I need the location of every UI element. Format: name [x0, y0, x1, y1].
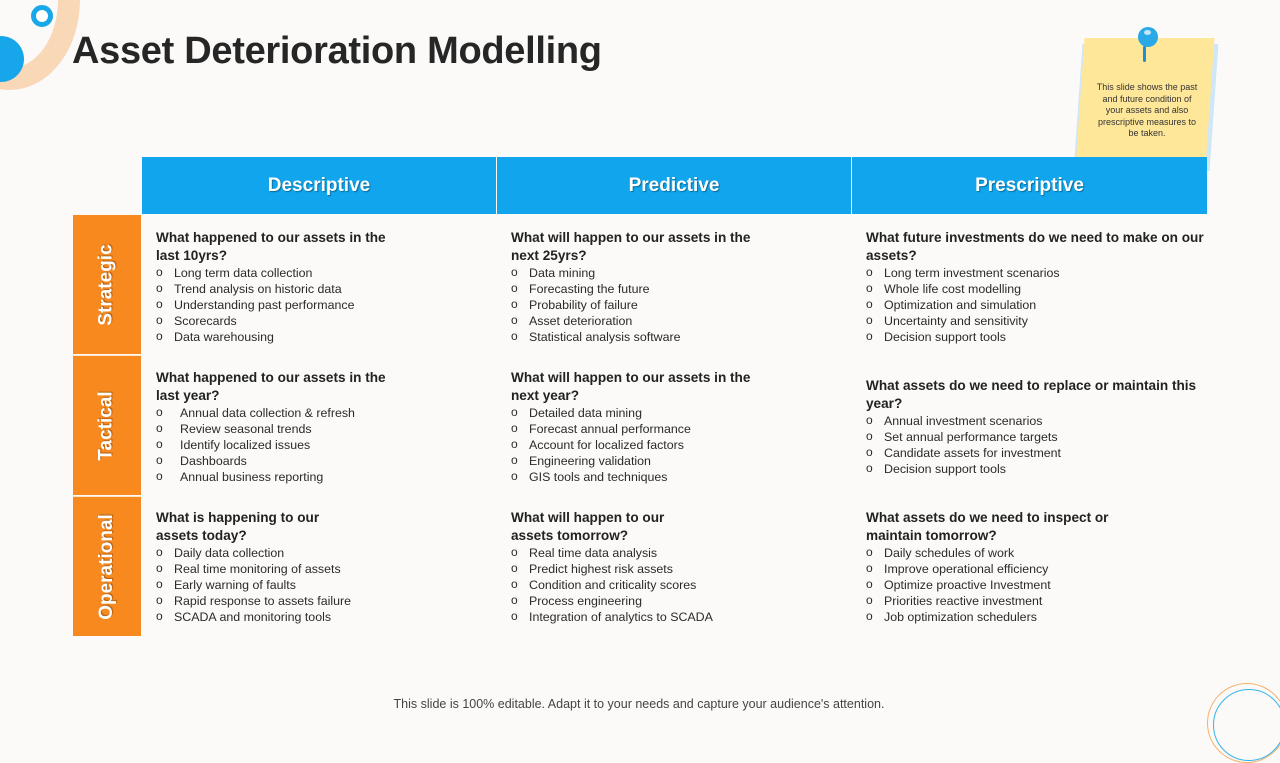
- list-item: o Integration of analytics to SCADA: [511, 609, 713, 625]
- note-text: This slide shows the past and future condition of your assets and also prescriptive measures to be taken.: [1096, 82, 1198, 138]
- list-item: o Trend analysis on historic data: [156, 281, 386, 297]
- list-item: o Long term investment scenarios: [866, 265, 1204, 281]
- column-header-predictive: Predictive: [497, 157, 851, 214]
- list-item: o Forecast annual performance: [511, 421, 750, 437]
- list-item: o Long term data collection: [156, 265, 386, 281]
- list-item: o Account for localized factors: [511, 437, 750, 453]
- list-item: o Understanding past performance: [156, 297, 386, 313]
- list-item: o SCADA and monitoring tools: [156, 609, 351, 625]
- cell-operational-descriptive: [156, 509, 351, 625]
- cell-question: What assets do we need to inspect or maintain tomorrow?: [866, 510, 1109, 543]
- decorative-ring: [31, 5, 53, 27]
- list-item: o Real time data analysis: [511, 545, 713, 561]
- cell-question: What will happen to our assets in the next 25yrs?: [511, 230, 751, 263]
- column-header-prescriptive: Prescriptive: [852, 157, 1207, 214]
- cell-operational-predictive: [511, 509, 713, 625]
- list-item: o GIS tools and techniques: [511, 469, 750, 485]
- cell-strategic-descriptive: [156, 229, 386, 345]
- list-item: o Identify localized issues: [156, 437, 386, 453]
- list-item: o Forecasting the future: [511, 281, 750, 297]
- list-item: o Real time monitoring of assets: [156, 561, 351, 577]
- list-item: o Priorities reactive investment: [866, 593, 1108, 609]
- cell-question: What happened to our assets in the last year?: [156, 370, 386, 403]
- list-item: o Optimization and simulation: [866, 297, 1204, 313]
- cell-question: What assets do we need to replace or maintain this year?: [866, 378, 1197, 411]
- list-item: o Condition and criticality scores: [511, 577, 713, 593]
- row-label-strategic: Strategic: [73, 215, 141, 354]
- page-title: Asset Deterioration Modelling: [72, 30, 602, 72]
- list-item: o Early warning of faults: [156, 577, 351, 593]
- list-item: o Annual business reporting: [156, 469, 386, 485]
- footer-text: This slide is 100% editable. Adapt it to your needs and capture your audience's attention.: [393, 697, 885, 711]
- row-label-tactical: Tactical: [73, 356, 141, 495]
- list-item: o Annual investment scenarios: [866, 413, 1196, 429]
- sticky-note: [1072, 36, 1217, 172]
- list-item: o Dashboards: [156, 453, 386, 469]
- list-item: o Decision support tools: [866, 461, 1196, 477]
- cell-strategic-prescriptive: [866, 229, 1204, 345]
- cell-tactical-prescriptive: [866, 377, 1196, 477]
- list-item: o Job optimization schedulers: [866, 609, 1108, 625]
- cell-question: What is happening to our assets today?: [156, 510, 320, 543]
- row-label-operational: Operational: [73, 497, 141, 636]
- cell-question: What will happen to our assets in the next year?: [511, 370, 751, 403]
- list-item: o Daily schedules of work: [866, 545, 1108, 561]
- cell-question: What happened to our assets in the last 10yrs?: [156, 230, 386, 263]
- list-item: o Uncertainty and sensitivity: [866, 313, 1204, 329]
- list-item: o Predict highest risk assets: [511, 561, 713, 577]
- cell-strategic-predictive: [511, 229, 750, 345]
- list-item: o Improve operational efficiency: [866, 561, 1108, 577]
- list-item: o Asset deterioration: [511, 313, 750, 329]
- list-item: o Review seasonal trends: [156, 421, 386, 437]
- list-item: o Detailed data mining: [511, 405, 750, 421]
- list-item: o Scorecards: [156, 313, 386, 329]
- list-item: o Engineering validation: [511, 453, 750, 469]
- list-item: o Data mining: [511, 265, 750, 281]
- list-item: o Data warehousing: [156, 329, 386, 345]
- list-item: o Decision support tools: [866, 329, 1204, 345]
- pin-icon: [1143, 46, 1146, 62]
- list-item: o Candidate assets for investment: [866, 445, 1196, 461]
- cell-tactical-descriptive: [156, 369, 386, 485]
- cell-tactical-predictive: [511, 369, 750, 485]
- list-item: o Rapid response to assets failure: [156, 593, 351, 609]
- list-item: o Process engineering: [511, 593, 713, 609]
- row-divider: [73, 355, 141, 356]
- list-item: o Optimize proactive Investment: [866, 577, 1108, 593]
- list-item: o Statistical analysis software: [511, 329, 750, 345]
- cell-question: What will happen to our assets tomorrow?: [511, 510, 665, 543]
- column-header-descriptive: Descriptive: [142, 157, 496, 214]
- list-item: o Daily data collection: [156, 545, 351, 561]
- cell-operational-prescriptive: [866, 509, 1108, 625]
- cell-question: What future investments do we need to make on our assets?: [866, 230, 1204, 263]
- row-divider: [73, 496, 141, 497]
- list-item: o Probability of failure: [511, 297, 750, 313]
- list-item: o Annual data collection & refresh: [156, 405, 386, 421]
- list-item: o Whole life cost modelling: [866, 281, 1204, 297]
- list-item: o Set annual performance targets: [866, 429, 1196, 445]
